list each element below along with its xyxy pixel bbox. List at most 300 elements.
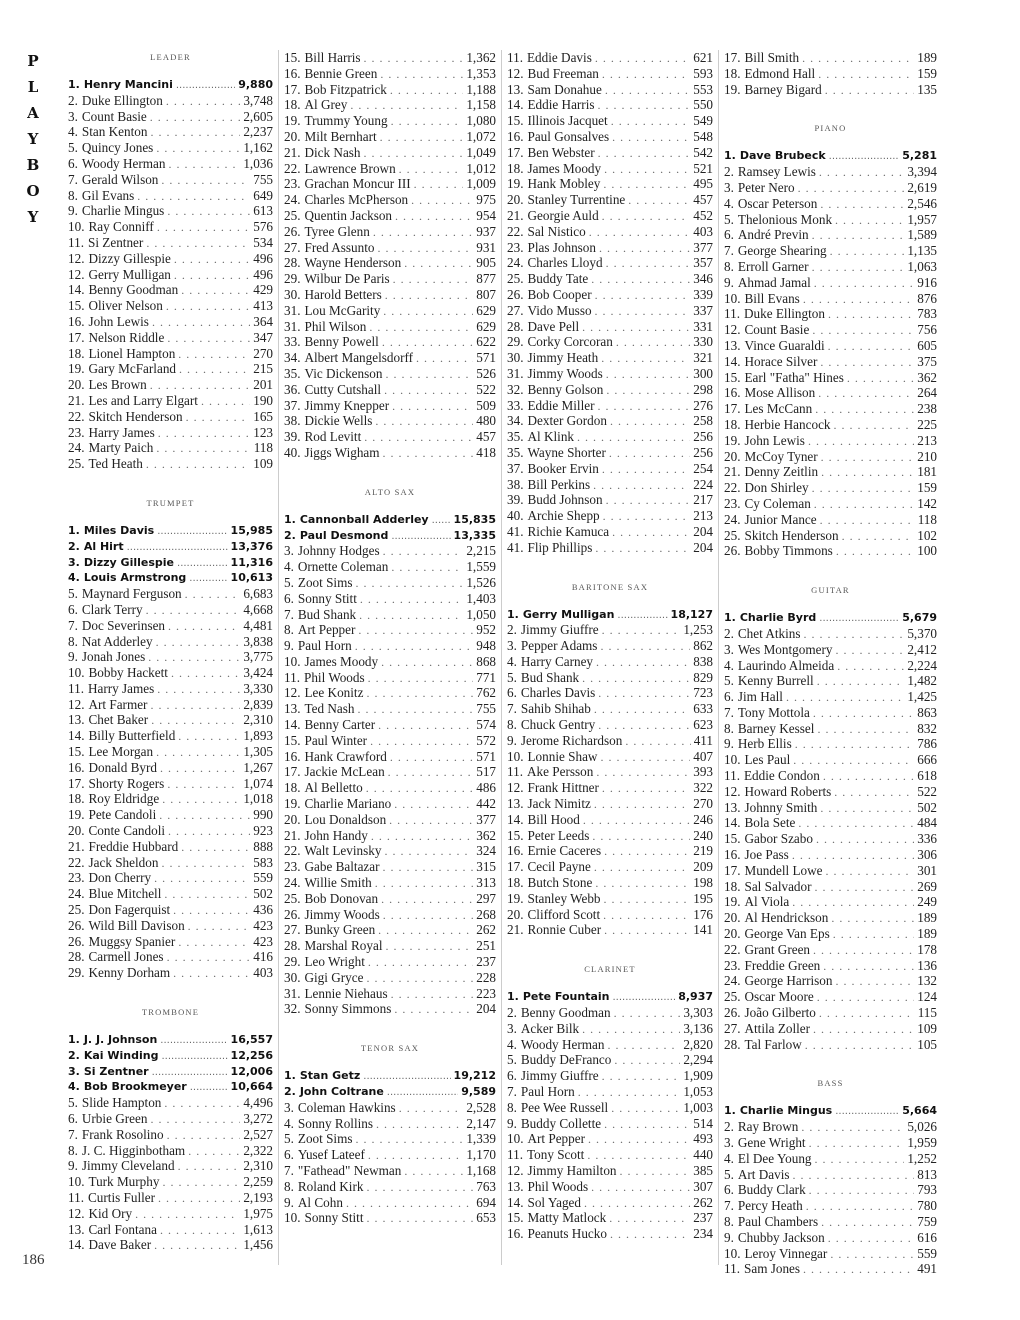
musician-name: Shorty Rogers — [88, 775, 165, 791]
vote-count: 377 — [476, 811, 496, 827]
rank-number: 7. — [724, 243, 734, 259]
rank-number: 15. — [68, 298, 85, 314]
rank-number: 23. — [68, 424, 85, 440]
dot-leader — [578, 1085, 681, 1100]
ranking-row — [68, 77, 273, 93]
musician-name: Eddie Miller — [527, 397, 595, 413]
dot-leader — [625, 734, 690, 749]
vote-count: 297 — [476, 890, 496, 906]
dot-leader — [135, 1207, 240, 1222]
dot-leader — [399, 162, 464, 177]
vote-count: 264 — [917, 385, 937, 401]
vote-count: 258 — [693, 413, 713, 429]
dot-leader — [346, 1196, 473, 1211]
section-continued — [507, 50, 713, 556]
ranking-row — [724, 894, 937, 910]
ranking-row — [68, 219, 273, 235]
musician-name: Erroll Garner — [737, 258, 809, 274]
vote-count: 109 — [917, 1020, 937, 1036]
ranking-row — [724, 306, 937, 322]
dot-leader — [818, 67, 914, 82]
vote-count: 605 — [917, 337, 937, 353]
vote-count: 306 — [917, 847, 937, 863]
dot-leader — [813, 1022, 914, 1037]
vote-count: 593 — [693, 65, 713, 81]
musician-name: Don Fagerquist — [88, 902, 171, 918]
ranking-row — [284, 303, 496, 319]
dot-leader — [167, 1128, 241, 1143]
musician-name: Phil Woods — [304, 669, 365, 685]
ranking-row — [507, 607, 713, 623]
ranking-row — [68, 235, 273, 251]
ranking-row — [68, 440, 273, 456]
vote-count: 223 — [476, 985, 496, 1001]
dot-leader — [836, 974, 915, 989]
rank-number: 23. — [724, 957, 741, 973]
vote-count: 10,613 — [230, 571, 273, 585]
musician-name: Dave Baker — [88, 1237, 152, 1253]
dot-leader — [404, 256, 473, 271]
dot-leader — [792, 848, 914, 863]
ranking-row — [68, 140, 273, 156]
musician-name: Walt Levinsky — [304, 843, 382, 859]
dot-leader — [584, 1196, 690, 1211]
musician-name: Blue Mitchell — [88, 886, 162, 902]
ranking-row — [724, 543, 937, 559]
rank-number: 7. — [724, 1198, 734, 1214]
vote-count: 629 — [476, 302, 496, 318]
dot-leader — [393, 272, 474, 287]
dot-leader — [146, 236, 250, 251]
vote-count: 1,559 — [466, 559, 496, 575]
rank-number: 32. — [507, 381, 524, 397]
rank-number: 17. — [507, 859, 524, 875]
vote-count: 807 — [476, 286, 496, 302]
ranking-row — [68, 870, 273, 886]
column-divider — [501, 50, 502, 1265]
dot-leader — [606, 383, 690, 398]
dot-leader — [812, 260, 905, 275]
rank-number: 18. — [68, 345, 85, 361]
musician-name: Sam Donahue — [527, 81, 602, 97]
rank-number: 11. — [68, 234, 84, 250]
column-3 — [507, 50, 713, 1266]
ranking-row — [507, 1226, 713, 1242]
dot-leader — [812, 228, 905, 243]
ranking-row — [284, 208, 496, 224]
rank-number: 1. — [724, 1104, 736, 1118]
rank-number: 4. — [68, 1080, 80, 1094]
musician-name: Ahmad Jamal — [737, 274, 811, 290]
vote-count: 1,353 — [466, 65, 496, 81]
ranking-row — [284, 607, 496, 623]
vote-count: 19,212 — [453, 1069, 496, 1083]
magazine-brand — [22, 48, 44, 230]
dot-leader — [818, 386, 914, 401]
musician-name: João Gilberto — [744, 1005, 816, 1021]
musician-name: Jonah Jones — [81, 649, 146, 665]
vote-count: 862 — [693, 638, 713, 654]
dot-leader — [150, 125, 240, 140]
vote-count: 210 — [917, 448, 937, 464]
vote-count: 2,605 — [243, 108, 273, 124]
musician-name: Charlie Mariano — [304, 796, 392, 812]
dot-leader — [391, 529, 450, 544]
vote-count: 198 — [693, 875, 713, 891]
vote-count: 1,425 — [907, 689, 937, 705]
vote-count: 1,403 — [466, 590, 496, 606]
rank-number: 18. — [507, 160, 524, 176]
vote-count: 189 — [917, 50, 937, 65]
rank-number: 15. — [68, 744, 85, 760]
vote-count: 102 — [917, 527, 937, 543]
rank-number: 1. — [68, 78, 80, 91]
dot-leader — [355, 639, 473, 654]
vote-count: 534 — [253, 234, 273, 250]
dot-leader — [357, 702, 473, 717]
vote-count: 1,053 — [683, 1084, 713, 1100]
musician-name: Roy Eldridge — [88, 791, 160, 807]
rank-number: 13. — [68, 1221, 85, 1237]
rank-number: 1. — [68, 523, 80, 537]
dot-leader — [815, 1152, 905, 1167]
vote-count: 268 — [476, 906, 496, 922]
musician-name: Dave Brubeck — [739, 149, 826, 163]
vote-count: 1,162 — [243, 140, 273, 156]
vote-count: 12,256 — [230, 1048, 273, 1062]
vote-count: 4,668 — [243, 601, 273, 617]
rank-number: 32. — [284, 1001, 301, 1017]
vote-count: 165 — [253, 408, 273, 424]
dot-leader — [168, 157, 240, 172]
ranking-row — [284, 1210, 496, 1226]
ranking-row — [284, 1163, 496, 1179]
dot-leader — [161, 1049, 227, 1064]
ranking-row — [284, 319, 496, 335]
ranking-row — [724, 863, 937, 879]
ranking-row — [284, 240, 496, 256]
musician-name: Don Shirley — [744, 480, 809, 496]
vote-count: 548 — [693, 128, 713, 144]
musician-name: Bud Freeman — [527, 65, 599, 81]
rank-number: 10. — [507, 748, 524, 764]
vote-count: 364 — [253, 313, 273, 329]
vote-count: 213 — [693, 508, 713, 524]
ranking-row — [68, 282, 273, 298]
dot-leader — [601, 351, 690, 366]
vote-count: 491 — [917, 1261, 937, 1277]
rank-number: 25. — [68, 902, 85, 918]
vote-count: 629 — [476, 318, 496, 334]
column-divider — [278, 50, 279, 1265]
musician-name: Cy Coleman — [744, 495, 811, 511]
rank-number: 29. — [284, 954, 301, 970]
vote-count: 574 — [476, 717, 496, 733]
musician-name: El Dee Young — [737, 1150, 812, 1166]
ranking-row — [724, 752, 937, 768]
musician-name: Clifford Scott — [527, 906, 601, 922]
musician-name: Tal Farlow — [744, 1036, 802, 1052]
rank-number: 17. — [724, 50, 741, 65]
dot-leader — [577, 430, 690, 445]
vote-count: 1,003 — [683, 1099, 713, 1115]
rank-number: 4. — [68, 571, 80, 585]
ranking-row — [507, 461, 713, 477]
rank-number: 2. — [68, 539, 80, 553]
dot-leader — [150, 378, 250, 393]
ranking-row — [507, 255, 713, 271]
ranking-row — [284, 398, 496, 414]
vote-count: 204 — [693, 523, 713, 539]
musician-name: Bob Brookmeyer — [83, 1080, 187, 1094]
rank-number: 12. — [68, 1205, 85, 1221]
dot-leader — [804, 627, 905, 642]
dot-leader — [157, 682, 240, 697]
rank-number: 19. — [284, 796, 301, 812]
vote-count: 204 — [693, 539, 713, 555]
rank-number: 7. — [507, 701, 517, 717]
dot-leader — [375, 414, 473, 429]
dot-leader — [815, 880, 915, 895]
section-title: LEADER — [150, 52, 191, 62]
musician-name: Count Basie — [81, 108, 147, 124]
rank-number: 12. — [284, 685, 301, 701]
ranking-row — [507, 638, 713, 654]
ranking-row — [507, 382, 713, 398]
dot-leader — [628, 193, 690, 208]
vote-count: 876 — [917, 290, 937, 306]
dot-leader — [384, 383, 473, 398]
dot-leader — [817, 990, 915, 1005]
vote-count: 1,080 — [466, 113, 496, 129]
dot-leader — [416, 351, 473, 366]
dot-leader — [592, 829, 690, 844]
musician-name: Kid Ory — [88, 1205, 133, 1221]
musician-name: Sahib Shihab — [520, 701, 591, 717]
ranking-row — [284, 859, 496, 875]
rank-number: 16. — [507, 843, 524, 859]
vote-count: 952 — [476, 622, 496, 638]
ranking-row — [284, 938, 496, 954]
vote-count: 362 — [476, 827, 496, 843]
rank-number: 2. — [507, 1005, 517, 1021]
dot-leader — [364, 146, 464, 161]
ranking-row — [68, 918, 273, 934]
rank-number: 22. — [724, 941, 741, 957]
musician-name: Harry James — [88, 424, 155, 440]
vote-count: 109 — [253, 456, 273, 472]
ranking-row — [284, 82, 496, 98]
ranking-row — [724, 164, 937, 180]
ranking-row — [68, 839, 273, 855]
musician-name: Art Pepper — [297, 622, 356, 638]
musician-name: Woody Herman — [81, 155, 166, 171]
ranking-row — [284, 670, 496, 686]
musician-name: Willie Smith — [304, 875, 372, 891]
rank-number: 19. — [507, 890, 524, 906]
vote-count: 553 — [693, 81, 713, 97]
ranking-row — [284, 413, 496, 429]
rank-number: 11. — [507, 1147, 523, 1163]
dot-leader — [842, 529, 915, 544]
musician-name: Paul Gonsalves — [527, 128, 610, 144]
rank-number: 13. — [507, 1178, 524, 1194]
musician-name: McCoy Tyner — [744, 448, 818, 464]
rank-number: 41. — [507, 523, 524, 539]
vote-count: 1,975 — [243, 1205, 273, 1221]
rank-number: 8. — [68, 1142, 78, 1158]
musician-name: Art Pepper — [527, 1131, 585, 1147]
dot-leader — [610, 1227, 690, 1242]
ranking-row — [507, 1163, 713, 1179]
musician-name: Pepper Adams — [520, 638, 598, 654]
dot-leader — [595, 541, 690, 556]
ranking-row — [284, 528, 496, 544]
ranking-row — [284, 161, 496, 177]
vote-count: 142 — [917, 495, 937, 511]
vote-count: 559 — [253, 870, 273, 886]
ranking-list — [724, 148, 937, 559]
rank-number: 33. — [284, 334, 301, 350]
rank-number: 20. — [724, 910, 741, 926]
rank-number: 40. — [507, 508, 524, 524]
musician-name: Horace Silver — [744, 353, 818, 369]
ranking-row — [507, 828, 713, 844]
rank-number: 11. — [724, 768, 740, 784]
dot-leader — [847, 371, 914, 386]
rank-number: 6. — [507, 1068, 517, 1084]
ranking-row — [724, 926, 937, 942]
ranking-row — [284, 512, 496, 528]
ranking-row — [284, 176, 496, 192]
ranking-row — [724, 800, 937, 816]
vote-count: 375 — [917, 353, 937, 369]
musician-name: Mose Allison — [744, 385, 816, 401]
dot-leader — [371, 829, 473, 844]
vote-count: 1,339 — [466, 1131, 496, 1147]
rank-number: 11. — [68, 1190, 84, 1205]
vote-count: 480 — [476, 413, 496, 429]
rank-number: 16. — [724, 847, 741, 863]
rank-number: 26. — [507, 286, 524, 302]
rank-number: 23. — [507, 239, 524, 255]
musician-name: Gabe Baltazar — [304, 859, 380, 875]
ranking-row — [724, 610, 937, 626]
ranking-row — [284, 287, 496, 303]
rank-number: 20. — [724, 448, 741, 464]
musician-name: Sal Nistico — [527, 223, 586, 239]
ranking-row — [284, 334, 496, 350]
musician-name: Mundell Lowe — [744, 862, 823, 878]
ranking-row — [284, 224, 496, 240]
rank-number: 39. — [284, 429, 301, 445]
vote-count: 440 — [693, 1147, 713, 1163]
musician-name: Laurindo Almeida — [737, 657, 835, 673]
musician-name: Lionel Hampton — [88, 345, 176, 361]
dot-leader — [606, 367, 690, 382]
rank-number: 7. — [68, 171, 78, 187]
dot-leader — [820, 355, 914, 370]
ranking-row — [724, 642, 937, 658]
rank-number: 23. — [284, 176, 301, 192]
vote-count: 159 — [917, 480, 937, 496]
dot-leader — [366, 686, 473, 701]
rank-number: 15. — [284, 50, 301, 65]
musician-name: Milt Bernhart — [304, 128, 377, 144]
ranking-row — [507, 445, 713, 461]
vote-count: 3,136 — [683, 1020, 713, 1036]
section-continued — [284, 50, 496, 461]
vote-count: 141 — [693, 922, 713, 938]
rank-number: 11. — [724, 306, 740, 322]
section-piano — [724, 121, 937, 559]
rank-number: 22. — [68, 408, 85, 424]
ranking-row — [284, 66, 496, 82]
vote-count: 559 — [917, 1245, 937, 1261]
dot-leader — [364, 430, 473, 445]
vote-count: 240 — [693, 827, 713, 843]
dot-leader — [355, 1132, 463, 1147]
rank-number: 24. — [68, 440, 85, 456]
ranking-row — [284, 970, 496, 986]
dot-leader — [820, 801, 914, 816]
vote-count: 442 — [476, 796, 496, 812]
vote-count: 1,009 — [466, 176, 496, 192]
rank-number: 17. — [284, 81, 301, 97]
vote-count: 877 — [476, 271, 496, 287]
vote-count: 526 — [476, 365, 496, 381]
rank-number: 10. — [68, 219, 85, 235]
rank-number: 27. — [724, 1020, 741, 1036]
rank-number: 9. — [284, 1194, 294, 1210]
musician-name: Tony Scott — [527, 1147, 585, 1163]
dot-leader — [390, 83, 463, 98]
vote-count: 246 — [693, 811, 713, 827]
ranking-row — [724, 1182, 937, 1198]
vote-count: 2,215 — [466, 543, 496, 559]
rank-number: 10. — [68, 665, 85, 681]
vote-count: 3,748 — [243, 92, 273, 108]
musician-name: Art Davis — [737, 1166, 790, 1182]
rank-number: 18. — [507, 875, 524, 891]
dot-leader — [836, 544, 914, 559]
dot-leader — [611, 1101, 680, 1116]
rank-number: 14. — [284, 717, 301, 733]
musician-name: Dizzy Gillespie — [83, 555, 175, 569]
musician-name: "Fathead" Newman — [297, 1163, 402, 1178]
dot-leader — [146, 603, 241, 618]
ranking-list — [68, 1032, 273, 1253]
vote-count: 403 — [253, 965, 273, 981]
musician-name: Jimmy Cleveland — [81, 1158, 175, 1174]
ranking-row — [68, 1190, 273, 1206]
vote-count: 201 — [253, 377, 273, 393]
musician-name: Paul Chambers — [737, 1214, 819, 1229]
musician-name: Al Hirt — [83, 539, 124, 553]
ranking-row — [507, 145, 713, 161]
rank-number: 4. — [724, 195, 734, 211]
ranking-row — [68, 665, 273, 681]
dot-leader — [596, 765, 690, 780]
ranking-row — [68, 712, 273, 728]
dot-leader — [606, 493, 691, 508]
ranking-row — [507, 891, 713, 907]
musician-name: André Previn — [737, 227, 809, 243]
rank-number: 6. — [724, 689, 734, 705]
dot-leader — [821, 465, 914, 480]
musician-name: Plas Johnson — [527, 239, 596, 255]
dot-leader — [391, 560, 463, 575]
